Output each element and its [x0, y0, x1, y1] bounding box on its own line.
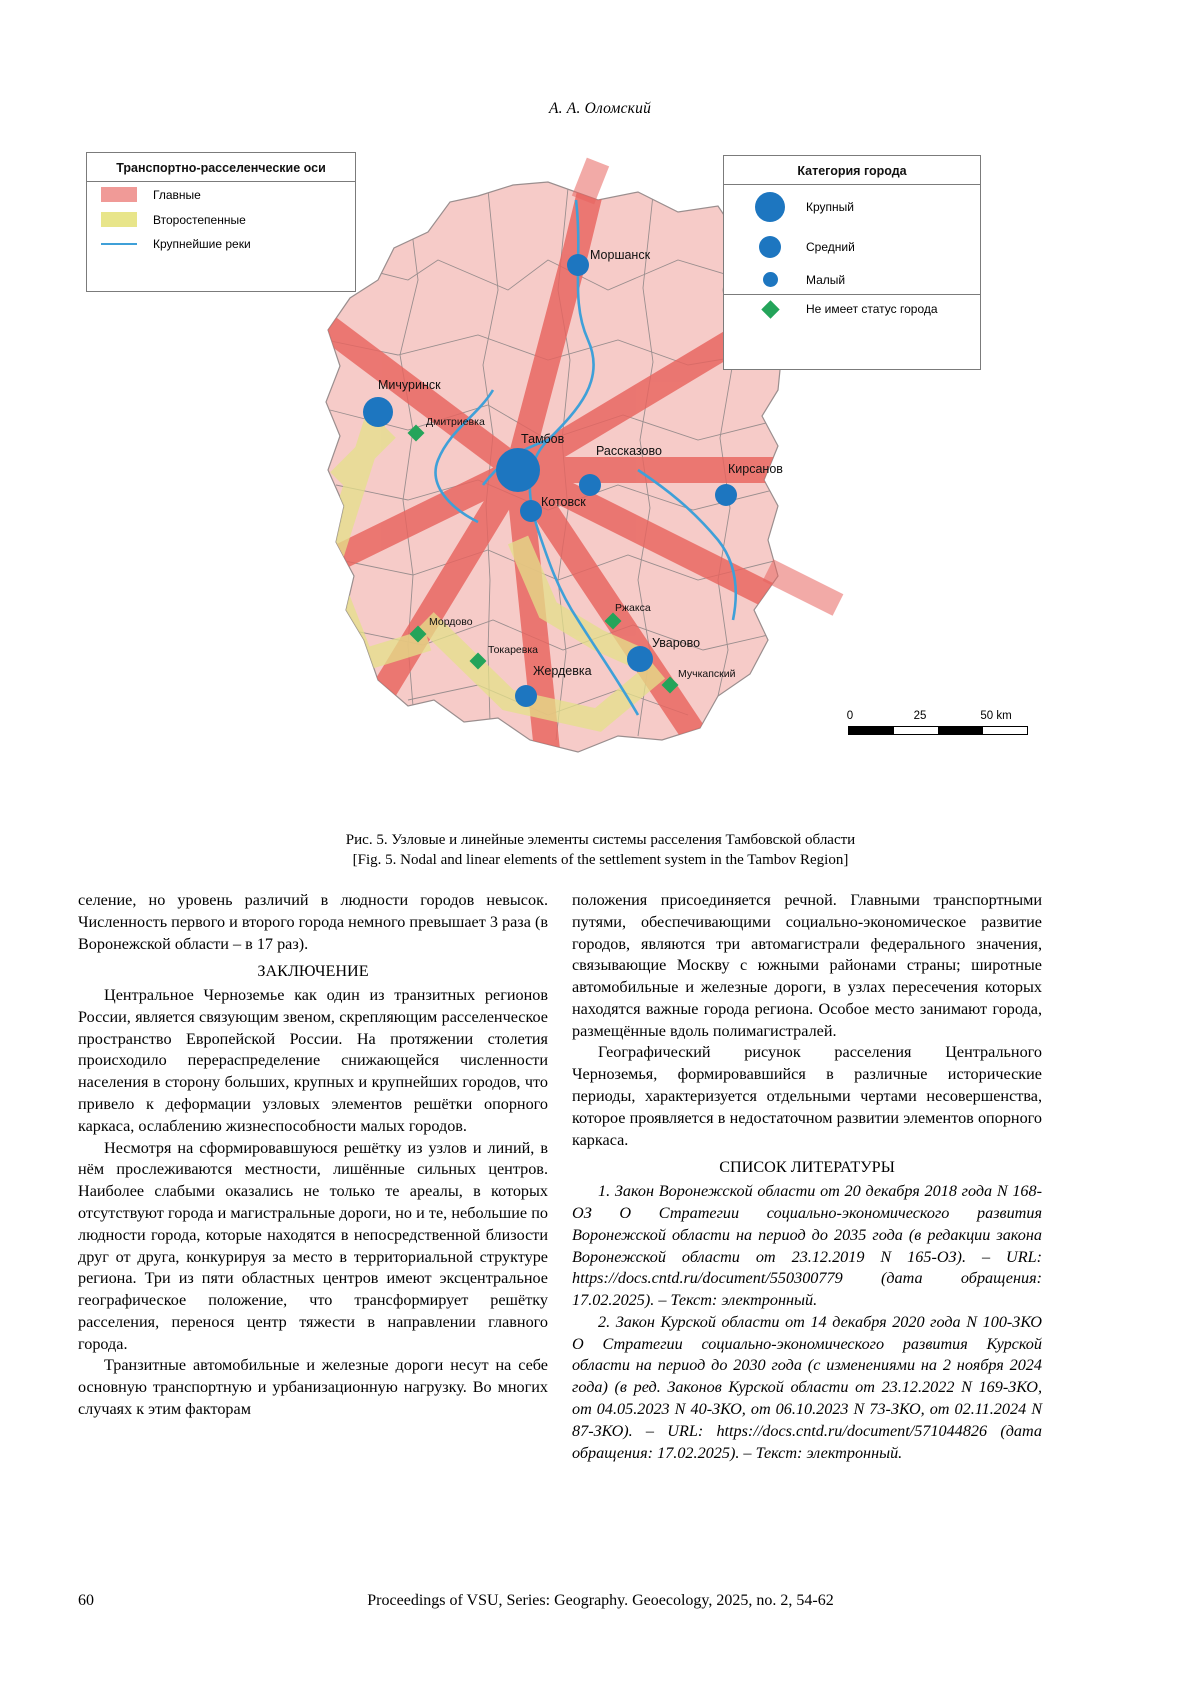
scale-bar-labels: [848, 710, 1028, 726]
reference-item: 2. Закон Курской области от 14 декабря 2020 года N 100-ЗКО О Стратегии социально-экономического развития Курской области на период до 2030 года (с изменениями на 2 ноября 2024 года) (в ред. Законов Курской области от 23.12.2022 N 169-ЗКО, от 04.05.2023 N 40-ЗКО, от 06.10.2023 N 73-ЗКО, от 02.11.2024 N 87-ЗКО). – URL: https://docs.cntd.ru/document/571044826 (дата обращения: 17.02.2025). – Текст: электронный.: [572, 1312, 1042, 1462]
circle-icon-large: [755, 192, 785, 222]
figure-caption-en: [Fig. 5. Nodal and linear elements of the settlement system in the Tambov Region]: [352, 852, 849, 869]
scale-seg-4: [983, 727, 1027, 734]
legend-symbol-cell-small: [734, 272, 806, 287]
scale-seg-1: [849, 727, 894, 734]
circle-icon-small: [763, 272, 778, 287]
legend-label-large: Крупный: [806, 200, 854, 214]
text-column-right: [572, 890, 1042, 1464]
figure-caption-ru: Рис. 5. Узловые и линейные элементы системы расселения Тамбовской области: [345, 832, 856, 848]
city-label-tambov: Тамбов: [521, 432, 565, 446]
legend-item-rivers: [87, 232, 355, 256]
legend-transport-axes: [86, 152, 356, 292]
paragraph: Центральное Черноземье как один из транзитных регионов России, является связующим звеном, скрепляющим расселенческое пространство Европейской России. На протяжении столетия происходило перераспределение снижающейся численности населения в сторону больших, крупных и крупнейших городов, что привело к деформации узловых элементов решётки опорного каркаса, ослаблению жизнеспособности малых городов.: [78, 986, 548, 1135]
city-label-uvarovo: Уварово: [652, 636, 701, 650]
city-dot-michurinsk: [363, 397, 393, 427]
legend-label-rivers: Крупнейшие реки: [153, 237, 251, 251]
legend-swatch-main: [101, 187, 137, 202]
legend-label-medium: Средний: [806, 240, 855, 254]
text-column-left: [78, 890, 548, 1421]
figure-caption: [78, 830, 1123, 871]
running-head: А. А. Оломский: [548, 100, 652, 117]
reference-item: 1. Закон Воронежской области от 20 декабря 2018 года N 168-ОЗ О Стратегии социально-экономического развития Воронежской области на период до 2035 года (в редакции закона Воронежской области от 23.12.2019 N 165-ОЗ). – URL: https://docs.cntd.ru/document/550300779 (дата обращения: 17.02.2025). – Текст: электронный.: [572, 1182, 1042, 1310]
scale-bar-graphic: [848, 726, 1028, 735]
city-label-kirsanov: Кирсанов: [728, 462, 783, 476]
legend-item-main-axes: [87, 182, 355, 207]
legend-label-secondary: Второстепенные: [153, 212, 246, 227]
legend-symbol-cell-large: [734, 192, 806, 222]
city-label-rasskazovo: Рассказово: [596, 444, 662, 458]
figure-5: [78, 140, 1123, 820]
city-dot-zherdevka: [515, 685, 537, 707]
circle-icon-medium: [759, 236, 781, 258]
map-graphic: [78, 140, 1123, 780]
paragraph: Транзитные автомобильные и железные дороги несут на себе основную транспортную и урбанизационную нагрузку. Во многих случаях к этим факторам: [78, 1356, 548, 1418]
city-label-morshansk: Моршанск: [590, 248, 651, 262]
page-number: 60: [78, 1592, 94, 1609]
city-label-mordovo: Мордово: [429, 616, 473, 628]
city-label-kotovsk: Котовск: [541, 495, 586, 509]
paragraph: положения присоединяется речной. Главными транспортными путями, обеспечивающими социально-экономическое развитие городов, являются три автомагистрали федерального значения, связывающие Москву с южными районами страны; широтные автомобильные и железные дороги, в узлах пересечения которых находятся важные города региона. Особое место занимают города, размещённые вдоль полимагистралей.: [572, 891, 1042, 1040]
scale-tick-0: 0: [846, 710, 854, 722]
city-label-muchkapskiy: Мучкапский: [678, 668, 736, 680]
legend-item-medium-city: [724, 229, 980, 265]
diamond-icon: [761, 300, 779, 318]
legend-city-category: [723, 155, 981, 370]
city-label-tokarevka: Токаревка: [488, 644, 539, 656]
legend-swatch-river: [101, 243, 137, 245]
legend-symbol-cell-medium: [734, 236, 806, 258]
legend-item-large-city: [724, 185, 980, 229]
paragraph: Географический рисунок расселения Центрального Черноземья, формировавшийся в различные исторические периоды, характеризуется отдельными чертами несовершенства, которое проявляется в недостаточном развитии элементов опорного каркаса.: [572, 1043, 1042, 1149]
legend-label-small: Малый: [806, 272, 846, 287]
city-label-michurinsk: Мичуринск: [378, 378, 441, 392]
paragraph: Несмотря на сформировавшуюся решётку из узлов и линий, в нём прослеживаются местности, лишённые сильных центров. Наиболее слабыми оказались не только те ареалы, в которых отсутствуют города и магистральные дороги, но и те, небольшие по людности города, которые находятся в непосредственной близости друг от друга, конкурируя за место в территориальной структуре региона. Три из пяти областных центров имеют эксцентральное географическое положение, что трансформирует решётку расселения, перенося центр тяжести в направлении главного города.: [78, 1138, 548, 1353]
city-dot-tambov: [496, 448, 540, 492]
scale-seg-3: [939, 727, 984, 734]
city-label-dmitrievka: Дмитриевка: [426, 416, 485, 428]
paragraph: селение, но уровень различий в людности городов невысок. Численность первого и второго города немного превышает 3 раза (в Воронежской области – в 17 раз).: [78, 891, 548, 953]
scale-bar: [848, 710, 1028, 735]
city-dot-rasskazovo: [579, 474, 601, 496]
city-dot-kirsanov: [715, 484, 737, 506]
scale-tick-25: 25: [913, 710, 927, 722]
city-dot-morshansk: [567, 254, 589, 276]
legend-symbol-cell-diamond: [734, 303, 806, 316]
legend-label-non-city: Не имеет статус города: [806, 302, 938, 316]
legend-item-non-city: [724, 295, 980, 323]
legend-item-small-city: [724, 265, 980, 294]
scale-seg-2: [894, 727, 939, 734]
city-label-zherdevka: Жердевка: [533, 664, 592, 678]
scale-tick-50: 50 km: [980, 710, 1012, 722]
city-dot-kotovsk: [520, 500, 542, 522]
city-dot-uvarovo: [627, 646, 653, 672]
city-label-rzhaksa: Ржакса: [615, 602, 651, 614]
legend-city-title: Категория города: [797, 164, 907, 178]
section-heading-references: СПИСОК ЛИТЕРАТУРЫ: [719, 1158, 895, 1177]
legend-swatch-secondary: [101, 212, 137, 227]
section-heading-conclusion: ЗАКЛЮЧЕНИЕ: [257, 962, 369, 981]
legend-transport-title: Транспортно-расселенческие оси: [116, 161, 326, 175]
journal-footer-text: Proceedings of VSU, Series: Geography. Geoecology, 2025, no. 2, 54-62: [367, 1592, 834, 1609]
legend-item-secondary-axes: [87, 207, 355, 232]
legend-label-main: Главные: [153, 187, 201, 202]
